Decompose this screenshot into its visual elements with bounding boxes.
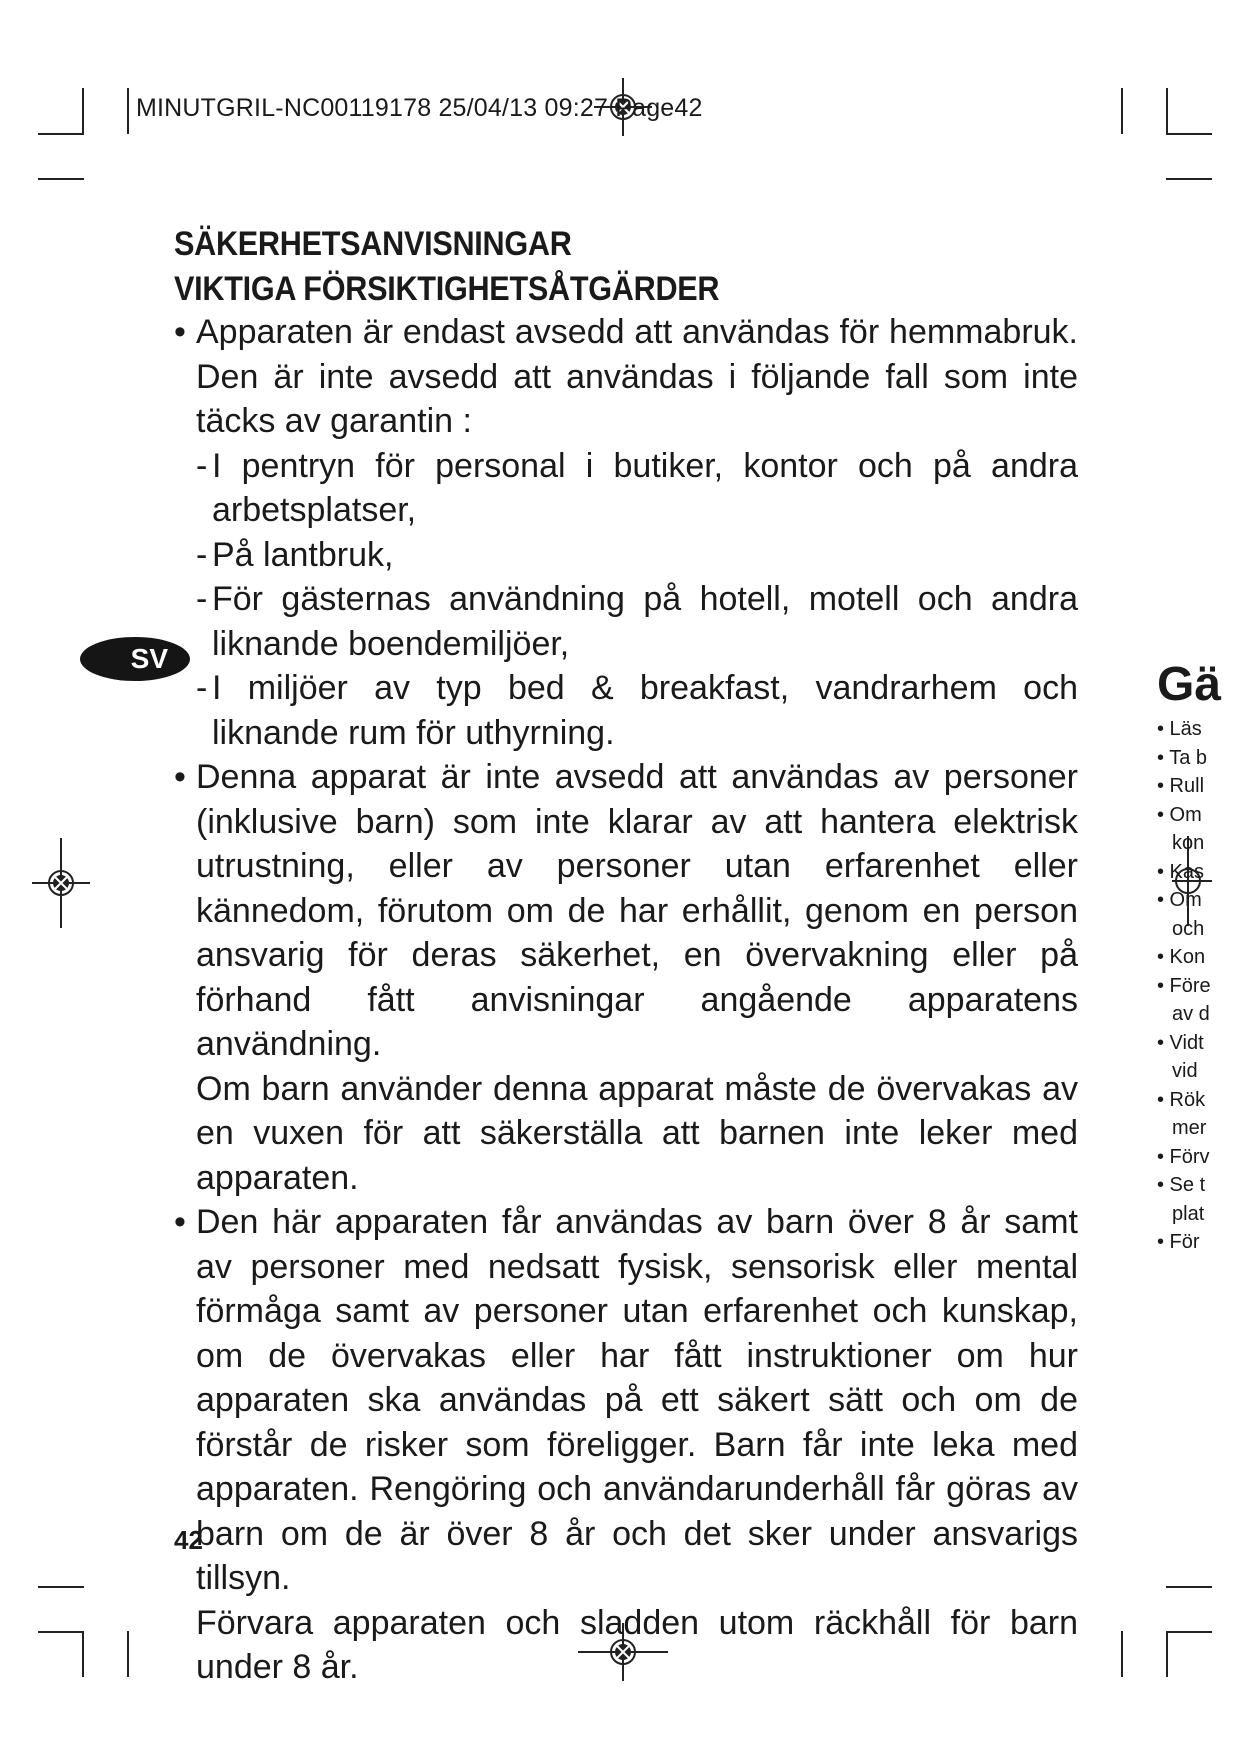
next-page-line: • Kas [1157,860,1205,883]
list-item [174,1200,1078,1601]
language-tab: SV [80,637,190,681]
paragraph: Denna apparat är inte avsedd att användas av personer (inklusive barn) som inte klarar av att hantera elektrisk utrustning, eller av personer utan erfarenhet eller kännedom, förutom om de har erhållit, genom en person ansvarig för deras säkerhet, en övervakning eller på förhand fått anvisningar angående apparatens användning. [196,758,1078,1063]
page-title: SÄKERHETSANVISNINGAR [174,225,572,263]
print-slug: MINUTGRIL-NC00119178 25/04/13 09:27 Page42 [136,94,703,122]
page-number: 42 [174,1525,203,1555]
bullet-icon: • [174,1203,186,1241]
next-page-line: • Läs [1157,718,1202,740]
paragraph: Apparaten är endast avsedd att användas för hemmabruk. Den är inte avsedd att användas i följande fall som inte täcks av garantin : [196,313,1078,440]
next-page-peek [1157,655,1241,1275]
paragraph-continuation: Förvara apparaten och sladden utom räckhåll för barn under 8 år. [196,1603,1078,1686]
bullet-icon: • [174,313,186,351]
next-page-line: • Om [1157,889,1202,911]
dash-icon: - [196,535,208,574]
dash-icon: - [196,446,208,485]
registration-mark-left-icon [32,838,90,928]
dash-icon: - [196,580,208,618]
next-page-line: • Om [1157,803,1202,826]
bullet-icon: • [174,758,186,796]
next-page-line: • Kon [1157,946,1206,968]
next-page-line: • Ta b [1157,746,1207,769]
sub-item: - I miljöer av typ bed & breakfast, vandrarhem och liknande rum för uthyrning. [174,666,1078,755]
safety-instructions [174,310,1078,1690]
paragraph: Den här apparaten får användas av barn över 8 år samt av personer med nedsatt fysisk, sensorisk eller mental förmåga samt av personer utan erfarenhet och kunskap, om de övervakas eller har fått instruktioner om hur apparaten ska användas på ett säkert sätt och om de förstår de risker som föreligger. Barn får inte leka med apparaten. Rengöring och användarunderhåll får göras av barn om de är över 8 år och det sker under ansvarigs tillsyn. [196,1203,1078,1597]
sub-item: - På lantbruk, [174,533,1078,578]
next-page-line: • Förv [1157,1145,1210,1168]
next-page-line: vid [1172,1060,1198,1082]
page-subtitle: VIKTIGA FÖRSIKTIGHETSÅTGÄRDER [174,270,720,308]
next-page-line: mer [1172,1117,1207,1139]
next-page-line: av d [1172,1003,1210,1025]
list-item [174,755,1078,1067]
next-page-line: kon [1172,832,1205,854]
sub-item: - I pentryn för personal i butiker, kontor och på andra arbetsplatser, [174,444,1078,533]
dash-icon: - [196,669,208,707]
next-page-line: • Rök [1157,1088,1206,1111]
next-page-line: plat [1172,1202,1205,1225]
paragraph-continuation: Om barn använder denna apparat måste de övervakas av en vuxen för att säkerställa att barnen inte leker med apparaten. [196,1069,1078,1197]
sub-item: - För gästernas användning på hotell, motell och andra liknande boendemiljöer, [174,577,1078,666]
next-page-line: • För [1157,1231,1200,1253]
next-page-line: • Vidt [1157,1031,1204,1054]
next-page-line: • Rull [1157,775,1205,797]
next-page-line: • Se t [1157,1174,1206,1196]
next-page-line: och [1172,917,1205,940]
next-page-lines [1157,715,1241,1257]
list-item [174,310,1078,444]
section-headings [174,222,1074,312]
next-page-title: Gä [1157,658,1222,711]
next-page-line: • Före [1157,974,1211,997]
